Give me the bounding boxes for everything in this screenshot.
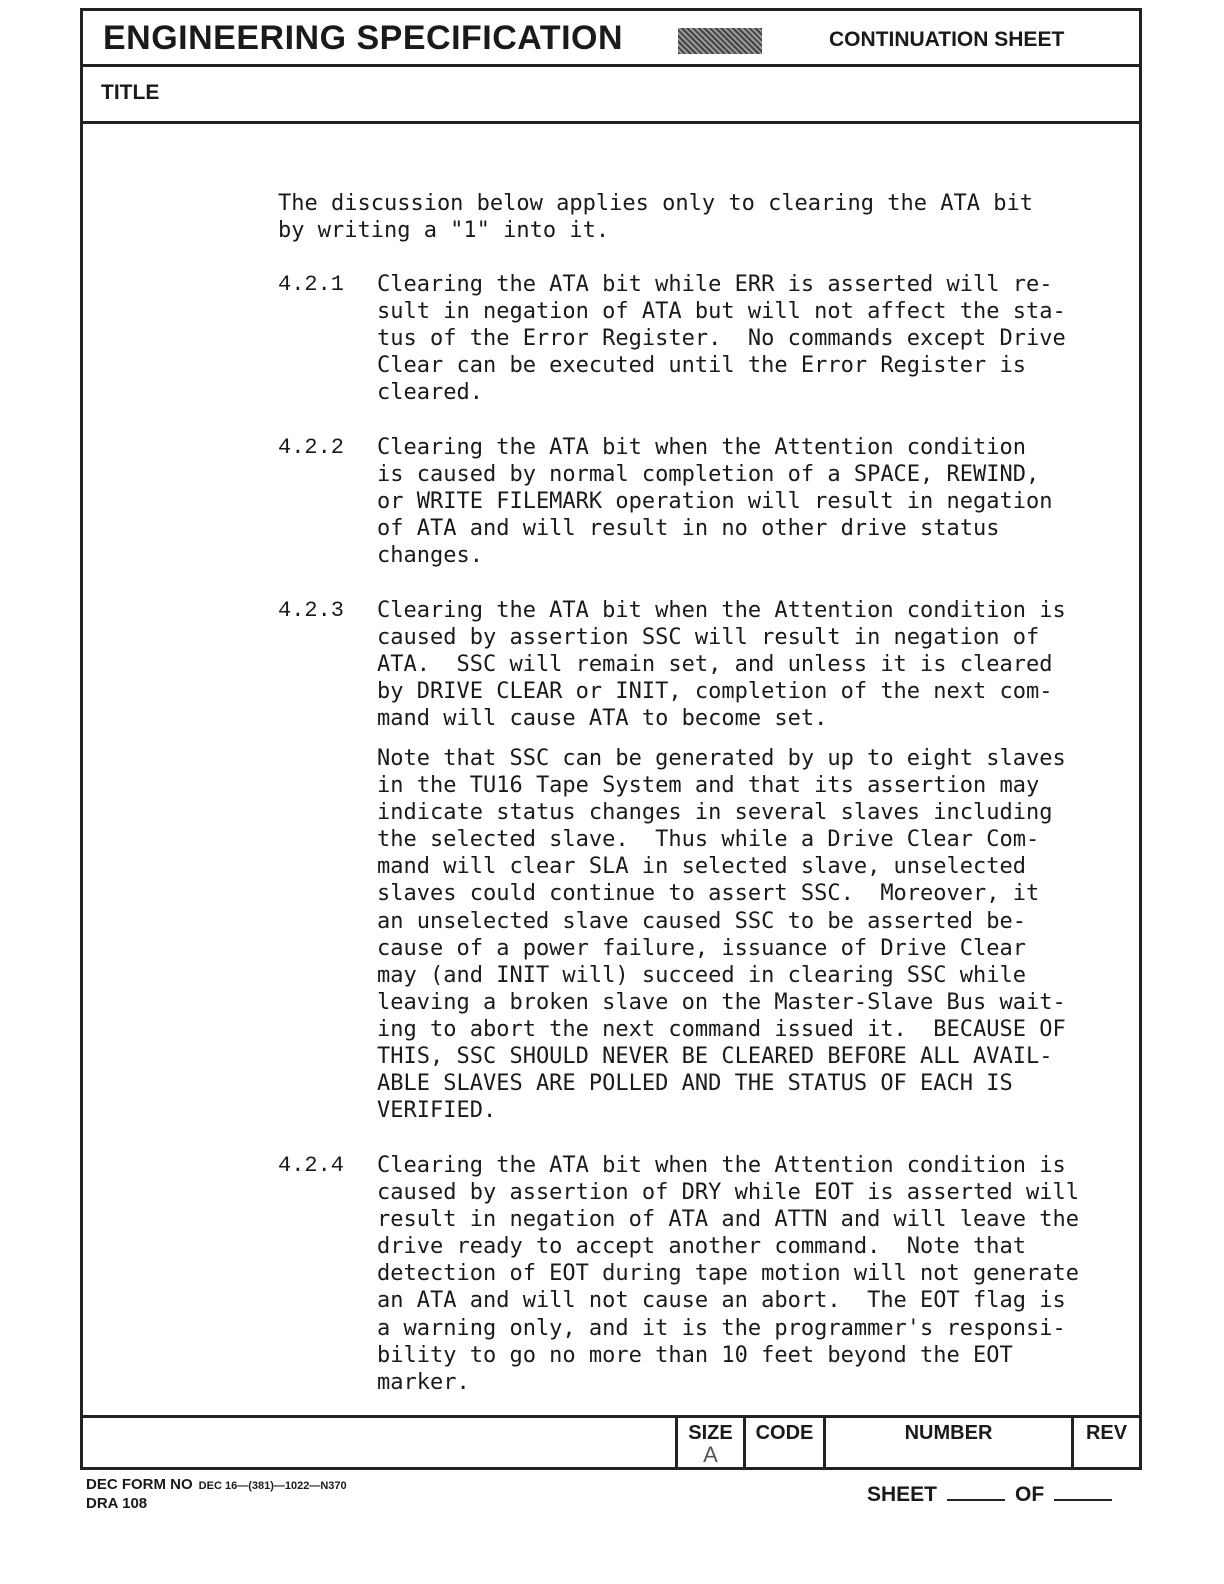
- sheet-of-field: [867, 1483, 1122, 1507]
- code-cell: [743, 1418, 823, 1470]
- section-paragraph: Clearing the ATA bit while ERR is asserted will re- sult in negation of ATA but will not affect the sta- tus of the Error Register. No commands except Drive Clear can be executed until the Error Register is cleared.: [377, 272, 1066, 406]
- obscured-stamp: [678, 28, 762, 54]
- section-number: 4.2.3: [278, 598, 345, 623]
- form-title: ENGINEERING SPECIFICATION: [103, 19, 624, 57]
- footer-title-block: [83, 1415, 1139, 1467]
- of-label: OF: [1015, 1483, 1045, 1506]
- sheet-number-blank: [947, 1483, 1005, 1501]
- number-cell: [823, 1418, 1071, 1470]
- form-number-block: [86, 1476, 347, 1513]
- form-header: [83, 11, 1139, 67]
- section-number: 4.2.1: [278, 272, 345, 297]
- sheet-total-blank: [1054, 1483, 1112, 1501]
- note-paragraph: Note that SSC can be generated by up to eight slaves in the TU16 Tape System and that its assertion may indicate status changes in several slaves including the selected slave. Thus while a Drive Clear Com- mand will clear SLA in selected slave, unselected slaves could continue to assert SSC. Moreover, it an unselected slave caused SSC to be asserted be- cause of a power failure, issuance of Drive Clear may (and INIT will) succeed in clearing SSC while leaving a broken slave on the Master-Slave Bus wait- ing to abort the next command issued it. BECAUSE OF THIS, SSC SHOULD NEVER BE CLEARED BEFORE ALL AVAIL- ABLE SLAVES ARE POLLED AND THE STATUS OF EACH IS VERIFIED.: [377, 746, 1066, 1124]
- title-row: [83, 67, 1139, 124]
- rev-cell: [1071, 1418, 1139, 1470]
- title-label: TITLE: [101, 81, 160, 104]
- sheet-label: SHEET: [867, 1483, 938, 1506]
- size-label: SIZE: [688, 1422, 733, 1444]
- form-no-label: DEC FORM NO: [86, 1476, 193, 1493]
- continuation-sheet-label: CONTINUATION SHEET: [829, 28, 1065, 51]
- section-number: 4.2.2: [278, 435, 345, 460]
- section-paragraph: Clearing the ATA bit when the Attention condition is caused by normal completion of a SPACE, REWIND, or WRITE FILEMARK operation will result in negation of ATA and will result in no other drive status changes.: [377, 435, 1053, 569]
- section-number: 4.2.4: [278, 1153, 345, 1178]
- code-label: CODE: [755, 1422, 814, 1444]
- form-code: DEC 16—(381)—1022—N370: [198, 1480, 347, 1492]
- spec-form-frame: [80, 8, 1142, 1470]
- section-paragraph: Clearing the ATA bit when the Attention condition is caused by assertion of DRY while EOT is asserted will result in negation of ATA and ATTN and will leave the drive ready to accept another command. Note that detection of EOT during tape motion will not generate an ATA and will not cause an abort. The EOT flag is a warning only, and it is the programmer's responsi- bility to go no more than 10 feet beyond the EOT marker.: [377, 1153, 1079, 1395]
- number-label: NUMBER: [904, 1422, 993, 1444]
- section-paragraph: Clearing the ATA bit when the Attention condition is caused by assertion SSC will result in negation of ATA. SSC will remain set, and unless it is cleared by DRIVE CLEAR or INIT, completion of the next com- mand will cause ATA to become set.: [377, 598, 1066, 732]
- size-cell: [675, 1418, 743, 1470]
- intro-paragraph: The discussion below applies only to clearing the ATA bit by writing a "1" into it.: [278, 191, 1033, 243]
- dra-label: DRA 108: [86, 1495, 148, 1512]
- size-value: A: [703, 1442, 718, 1467]
- rev-label: REV: [1085, 1422, 1128, 1444]
